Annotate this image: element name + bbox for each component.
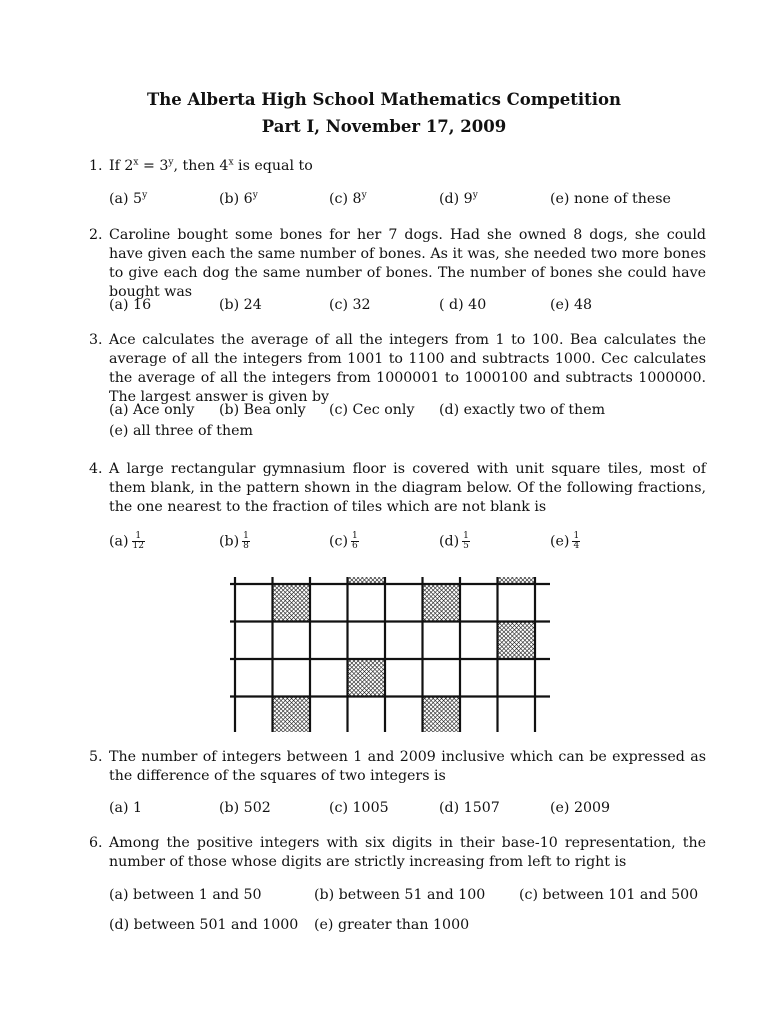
q3-option-c: (c) Cec only: [329, 402, 415, 418]
q5-option-c: (c) 1005: [329, 800, 389, 816]
question-text: Ace calculates the average of all the integers from 1 to 100. Bea calculates the average of all the integers from 1001 to 1100 and subtracts 1000. Cec calculates the average of all the integers from 1000001 to 1000100 and subtracts 1000000. The largest answer is given by: [109, 332, 706, 405]
question-number: 2.: [89, 227, 103, 243]
q3-option-b: (b) Bea only: [219, 402, 306, 418]
question-number: 3.: [89, 332, 103, 348]
q6-option-b: (b) between 51 and 100: [314, 887, 486, 903]
q6-option-d: (d) between 501 and 1000: [109, 917, 299, 933]
question-number: 4.: [89, 461, 103, 477]
q5-option-a: (a) 1: [109, 800, 143, 816]
q4-option-e: (e) $\frac{1}{4}$: [550, 531, 580, 551]
page-subtitle: Part I, November 17, 2009: [261, 117, 507, 136]
q1-option-c: (c) 8$^y$: [329, 190, 367, 207]
question-number: 6.: [89, 835, 103, 851]
marked-tile: [235, 584, 344, 622]
q3-option-a: (a) Ace only: [109, 402, 195, 418]
q2-option-e: (e) 48: [550, 297, 593, 313]
q4-option-b: (b) $\frac{1}{8}$: [219, 531, 249, 551]
q6-option-a: (a) between 1 and 50: [109, 887, 262, 903]
marked-tile: [385, 697, 494, 733]
marked-tile: [385, 584, 494, 622]
question-number: 5.: [89, 749, 103, 765]
marked-tile: [460, 622, 565, 660]
q1-option-e: (e) none of these: [550, 191, 671, 207]
q3-option-e: (e) all three of them: [109, 423, 253, 439]
marked-tile: [235, 697, 344, 733]
q4-option-c: (c) $\frac{1}{6}$: [329, 531, 358, 551]
question-text: Among the positive integers with six digits in their base-10 representation, the number of those whose digits are strictly increasing from left to right is: [109, 835, 706, 870]
q2-option-b: (b) 24: [219, 297, 262, 313]
marked-tile: [310, 659, 419, 697]
q5-option-e: (e) 2009: [550, 800, 611, 816]
page-title: The Alberta High School Mathematics Competition: [146, 90, 622, 109]
q5-option-d: (d) 1507: [439, 800, 500, 816]
q2-option-d: ( d) 40: [439, 297, 487, 313]
question-text: A large rectangular gymnasium floor is covered with unit square tiles, most of them blank, in the pattern shown in the diagram below. Of the following fractions, the one nearest to the fraction of tiles which are not blank is: [109, 461, 706, 515]
q6-option-c: (c) between 101 and 500: [519, 887, 699, 903]
question-text: Caroline bought some bones for her 7 dogs. Had she owned 8 dogs, she could have given each the same number of bones. As it was, she needed two more bones to give each dog the same number of bones. The number of bones she could have bought was: [109, 227, 706, 300]
q4-option-d: (d) $\frac{1}{5}$: [439, 531, 469, 551]
q1-option-d: (d) 9$^y$: [439, 190, 478, 207]
question-number: 1.: [89, 158, 103, 174]
q2-option-a: (a) 16: [109, 297, 152, 313]
tile-floor-diagram: [230, 577, 565, 732]
q2-option-c: (c) 32: [329, 297, 371, 313]
q1-option-a: (a) 5$^y$: [109, 190, 148, 207]
question-text: The number of integers between 1 and 2009 inclusive which can be expressed as the difference of the squares of two integers is: [109, 749, 706, 784]
q4-option-a: (a) $\frac{1}{12}$: [109, 531, 144, 551]
q5-option-b: (b) 502: [219, 800, 271, 816]
question-text: If $2^x = 3^y$, then 4$^x$ is equal to: [109, 157, 313, 174]
q1-option-b: (b) 6$^y$: [219, 190, 258, 207]
q6-option-e: (e) greater than 1000: [314, 917, 470, 933]
q3-option-d: (d) exactly two of them: [439, 402, 606, 418]
